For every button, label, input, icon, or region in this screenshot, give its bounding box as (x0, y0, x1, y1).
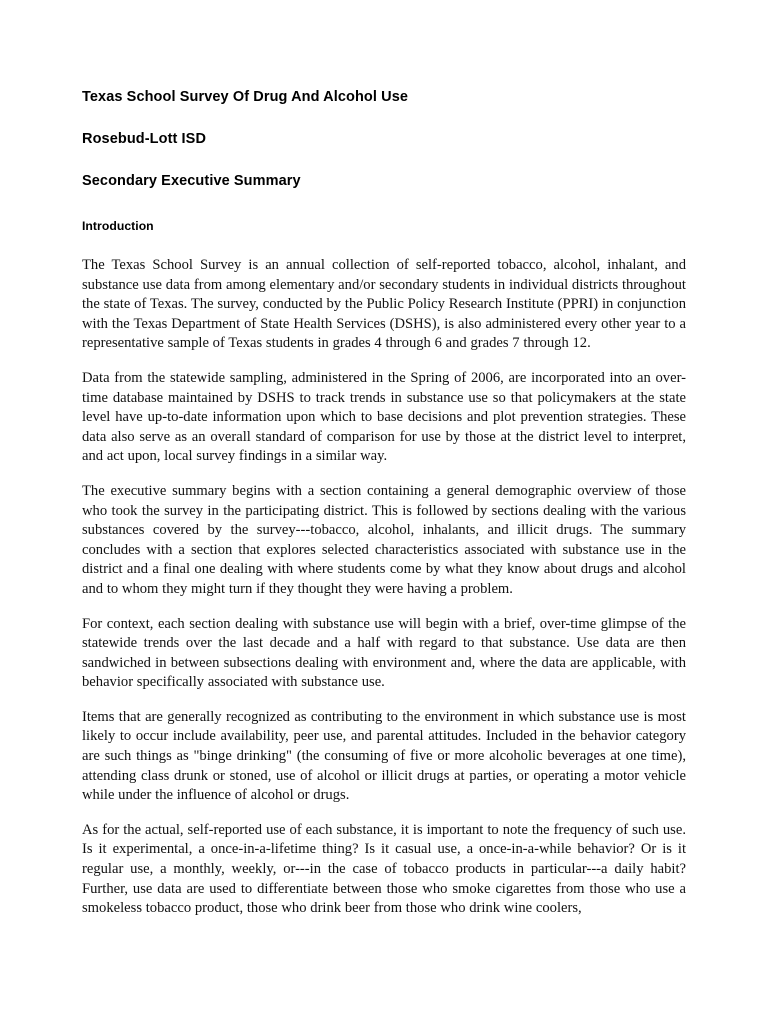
paragraph-summary-structure: The executive summary begins with a section containing a general demographic overview of those who took the survey in the participating district. This is followed by sections dealing with the various substances covered by the survey---tobacco, alcohol, inhalants, and illicit drugs. The summary concludes with a section that explores selected characteristics associated with substance use in the district and a final one dealing with where students come by what they know about drugs and alcohol and to whom they might turn if they thought they were having a problem. (82, 482, 686, 597)
document-content (82, 88, 686, 919)
document-district-name: Rosebud-Lott ISD (82, 131, 207, 147)
document-report-type: Secondary Executive Summary (82, 173, 301, 189)
paragraph-statewide-data: Data from the statewide sampling, administered in the Spring of 2006, are incorporated into an over-time database maintained by DSHS to track trends in substance use so that policymakers at the state level have up-to-date information upon which to base decisions and plot prevention strategies. These data also serve as an overall standard of comparison for use by those at the district level to interpret, and act upon, local survey findings in a similar way. (82, 369, 686, 465)
paragraph-environment-behavior: Items that are generally recognized as contributing to the environment in which substance use is most likely to occur include availability, peer use, and parental attitudes. Included in the behavior category are such things as "binge drinking" (the consuming of five or more alcoholic beverages at one time), attending class drunk or stoned, use of alcohol or illicit drugs at parties, or operating a motor vehicle while under the influence of alcohol or drugs. (82, 708, 686, 804)
section-heading-introduction: Introduction (82, 219, 154, 233)
paragraph-use-frequency: As for the actual, self-reported use of each substance, it is important to note the frequency of such use. Is it experimental, a once-in-a-lifetime thing? Is it casual use, a once-in-a-while behavior? Or is it regular use, a monthly, weekly, or---in the case of tobacco products in particular---a daily habit? Further, use data are used to differentiate between those who smoke cigarettes from those who use a smokeless tobacco product, those who drink beer from those who drink wine coolers, (82, 821, 686, 917)
paragraph-context-trends: For context, each section dealing with substance use will begin with a brief, over-time glimpse of the statewide trends over the last decade and a half with regard to that substance. Use data are then sandwiched in between subsections dealing with environment and, where the data are applicable, with behavior specifically associated with substance use. (82, 615, 686, 691)
paragraph-survey-overview: The Texas School Survey is an annual collection of self-reported tobacco, alcohol, inhalant, and substance use data from among elementary and/or secondary students in individual districts throughout the state of Texas. The survey, conducted by the Public Policy Research Institute (PPRI) in conjunction with the Texas Department of State Health Services (DSHS), is also administered every other year to a representative sample of Texas students in grades 4 through 6 and grades 7 through 12. (82, 257, 686, 352)
document-title: Texas School Survey Of Drug And Alcohol Use (82, 89, 409, 105)
